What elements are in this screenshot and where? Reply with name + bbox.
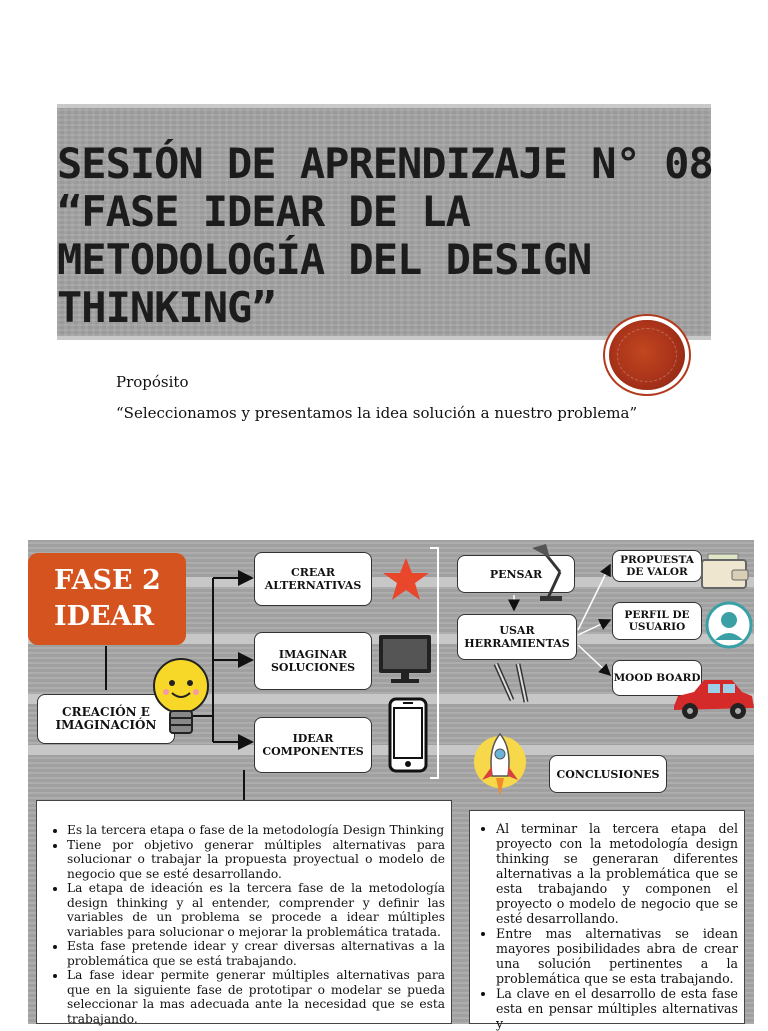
lightbulb-icon (150, 656, 212, 740)
list-item: • Es la tercera etapa o fase de la metodología Design Thinking (67, 823, 445, 838)
title-line-3: METODOLOGÍA DEL DESIGN (57, 235, 592, 284)
list-item: • Esta fase pretende idear y crear diversas alternativas a la problemática que se está trabajando. (67, 939, 445, 968)
tools-box: USAR HERRAMIENTAS (457, 614, 577, 660)
tool-mood-board: MOOD BOARD (612, 660, 702, 696)
list-item: • Tiene por objetivo generar múltiples alternativas para solucionar o trabajar la propuesta proyectual o modelo de negocio que se esté desarrollando. (67, 838, 445, 882)
pencils-icon (492, 660, 544, 704)
wallet-icon (700, 552, 750, 592)
list-item: • Entre mas alternativas se idean mayores posibilidades abra de crear una solución pertinentes a la problemática que se esta trabajando. (496, 926, 738, 986)
think-box: PENSAR (457, 555, 575, 593)
left-notes-box (36, 800, 452, 1024)
car-icon (668, 676, 756, 722)
smartphone-icon (388, 697, 428, 773)
branch-imagine-solutions: IMAGINAR SOLUCIONES (254, 632, 372, 690)
desk-lamp-icon (526, 542, 576, 602)
creation-box: CREACIÓN E IMAGINACIÓN (37, 694, 175, 744)
rocket-icon (470, 728, 530, 808)
monitor-icon (377, 633, 433, 685)
list-item: • La clave en el desarrollo de esta fase esta en pensar múltiples alternativas y (496, 986, 738, 1031)
right-notes-box (469, 810, 745, 1031)
purpose-text: “Seleccionamos y presentamos la idea solución a nuestro problema” (116, 404, 638, 422)
tool-user-profile: PERFIL DE USUARIO (612, 602, 702, 640)
title-line-2: “FASE IDEAR DE LA (57, 187, 470, 236)
list-item: • La etapa de ideación es la tercera fase de la metodología design thinking y al entender, comprender y definir las variables de un problema se procede a idear múltiples variables para solucionar o mejorar la problemática tratada. (67, 881, 445, 939)
title-line-4: THINKING” (57, 283, 276, 332)
phase-name: IDEAR (54, 601, 155, 632)
star-icon (380, 556, 432, 602)
list-item: • La fase idear permite generar múltiples alternativas para que en la siguiente fase de prototipar o modelar se pueda seleccionar la mas adecuada ante la necesidad que se esta trabajando. (67, 968, 445, 1026)
branch-create-alternatives: CREAR ALTERNATIVAS (254, 552, 372, 606)
user-profile-icon (704, 600, 754, 650)
title-line-1: SESIÓN DE APRENDIZAJE N° 08 (57, 139, 713, 188)
purpose-label: Propósito (116, 373, 189, 391)
list-item: • Al terminar la tercera etapa del proyecto con la metodología design thinking se generaran diferentes alternativas a la problemática que se esta trabajando y componen el proyecto o modelo de negocio que se esté desarrollando. (496, 821, 738, 926)
phase-number: FASE 2 (54, 565, 161, 596)
branch-ideate-components: IDEAR COMPONENTES (254, 717, 372, 773)
conclusions-box: CONCLUSIONES (549, 755, 667, 793)
tool-value-proposition: PROPUESTA DE VALOR (612, 550, 702, 582)
phase-badge (28, 553, 186, 645)
